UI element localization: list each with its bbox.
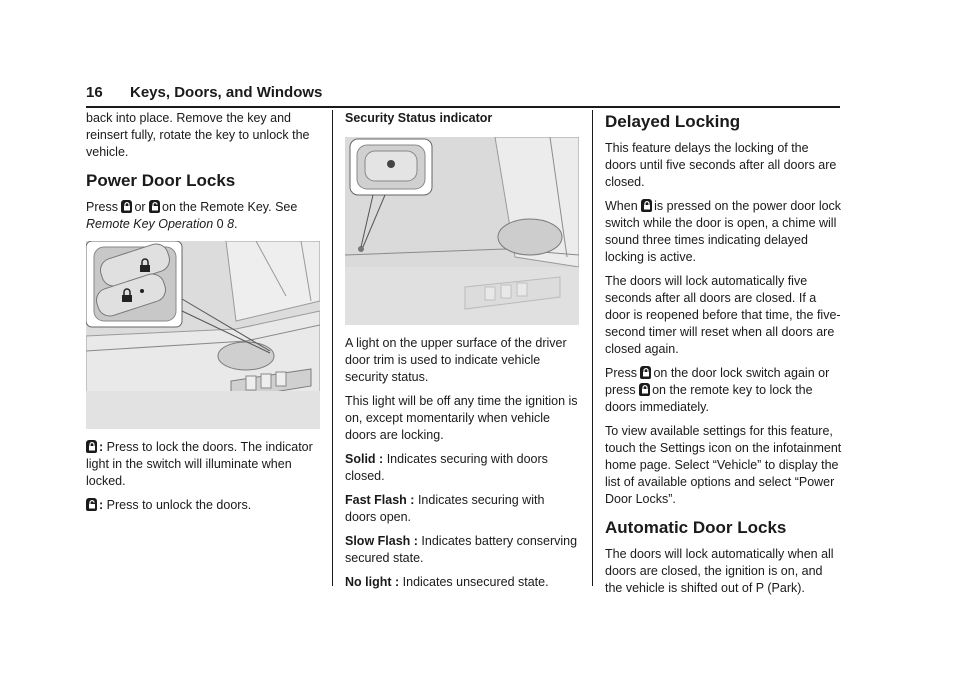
state-solid: Solid : Indicates securing with doors closed. xyxy=(345,452,548,483)
unlock-description: : Press to unlock the doors. xyxy=(86,497,320,514)
delayed-paragraph-4: Press on the door lock switch again or press on the remote key to lock the doors immediately. xyxy=(605,366,830,414)
section-title: Keys, Doors, and Windows xyxy=(130,84,323,101)
lock-icon xyxy=(640,366,651,379)
column-1 xyxy=(86,110,320,521)
automatic-door-locks-heading: Automatic Door Locks xyxy=(605,518,787,537)
unlock-icon xyxy=(149,200,160,213)
page-number: 16 xyxy=(86,84,103,101)
column-3 xyxy=(605,110,843,604)
state-fast-flash: Fast Flash : Indicates securing with doors open. xyxy=(345,493,545,524)
settings-paragraph: To view available settings for this feature, touch the Settings icon on the infotainment home page. Select “Vehicle” to display the list of available options and select “Power Door Locks”. xyxy=(605,424,842,506)
column-2 xyxy=(345,110,579,598)
header-rule xyxy=(86,106,840,108)
security-status-heading: Security Status indicator xyxy=(345,111,493,125)
lock-description: : Press to lock the doors. The indicator light in the switch will illuminate when locked. xyxy=(86,440,313,488)
page-reference-arrow: 0 xyxy=(216,217,224,231)
lock-icon xyxy=(639,383,650,396)
security-indicator-figure xyxy=(345,137,579,325)
column-divider xyxy=(332,110,333,586)
intro-paragraph: back into place. Remove the key and reinsert fully, rotate the key to unlock the vehicle. xyxy=(86,111,310,159)
delayed-paragraph-2: When is pressed on the power door lock switch while the door is open, a chime will sound three times indicating delayed locking is active. xyxy=(605,199,842,264)
delayed-locking-heading: Delayed Locking xyxy=(605,112,741,131)
remote-key-operation-link[interactable]: Remote Key Operation xyxy=(86,217,214,231)
column-divider xyxy=(592,110,593,586)
power-locks-paragraph: Press or on the Remote Key. See Remote Key Operation 0 8. xyxy=(86,200,298,231)
automatic-paragraph: The doors will lock automatically when all doors are closed, the ignition is on, and the vehicle is shifted out of P (Park). xyxy=(605,547,834,595)
delayed-paragraph-1: This feature delays the locking of the doors until five seconds after all doors are closed. xyxy=(605,141,837,189)
lock-icon xyxy=(121,200,132,213)
power-door-locks-heading: Power Door Locks xyxy=(86,171,236,190)
state-slow-flash: Slow Flash : Indicates battery conserving secured state. xyxy=(345,534,578,565)
lock-icon xyxy=(86,440,97,453)
delayed-paragraph-3: The doors will lock automatically five seconds after all doors are closed. If a door is reopened before that time, the five-second timer will reset when all doors are closed again. xyxy=(605,274,841,356)
page-reference[interactable]: 8 xyxy=(227,217,235,231)
off-paragraph: This light will be off any time the ignition is on, except momentarily when vehicle doors are locking. xyxy=(345,394,578,442)
light-paragraph: A light on the upper surface of the driver door trim is used to indicate vehicle security status. xyxy=(345,336,567,384)
door-lock-switch-figure xyxy=(86,241,320,429)
state-no-light: No light : Indicates unsecured state. xyxy=(345,575,549,589)
unlock-icon xyxy=(86,498,97,511)
lock-icon xyxy=(641,199,652,212)
